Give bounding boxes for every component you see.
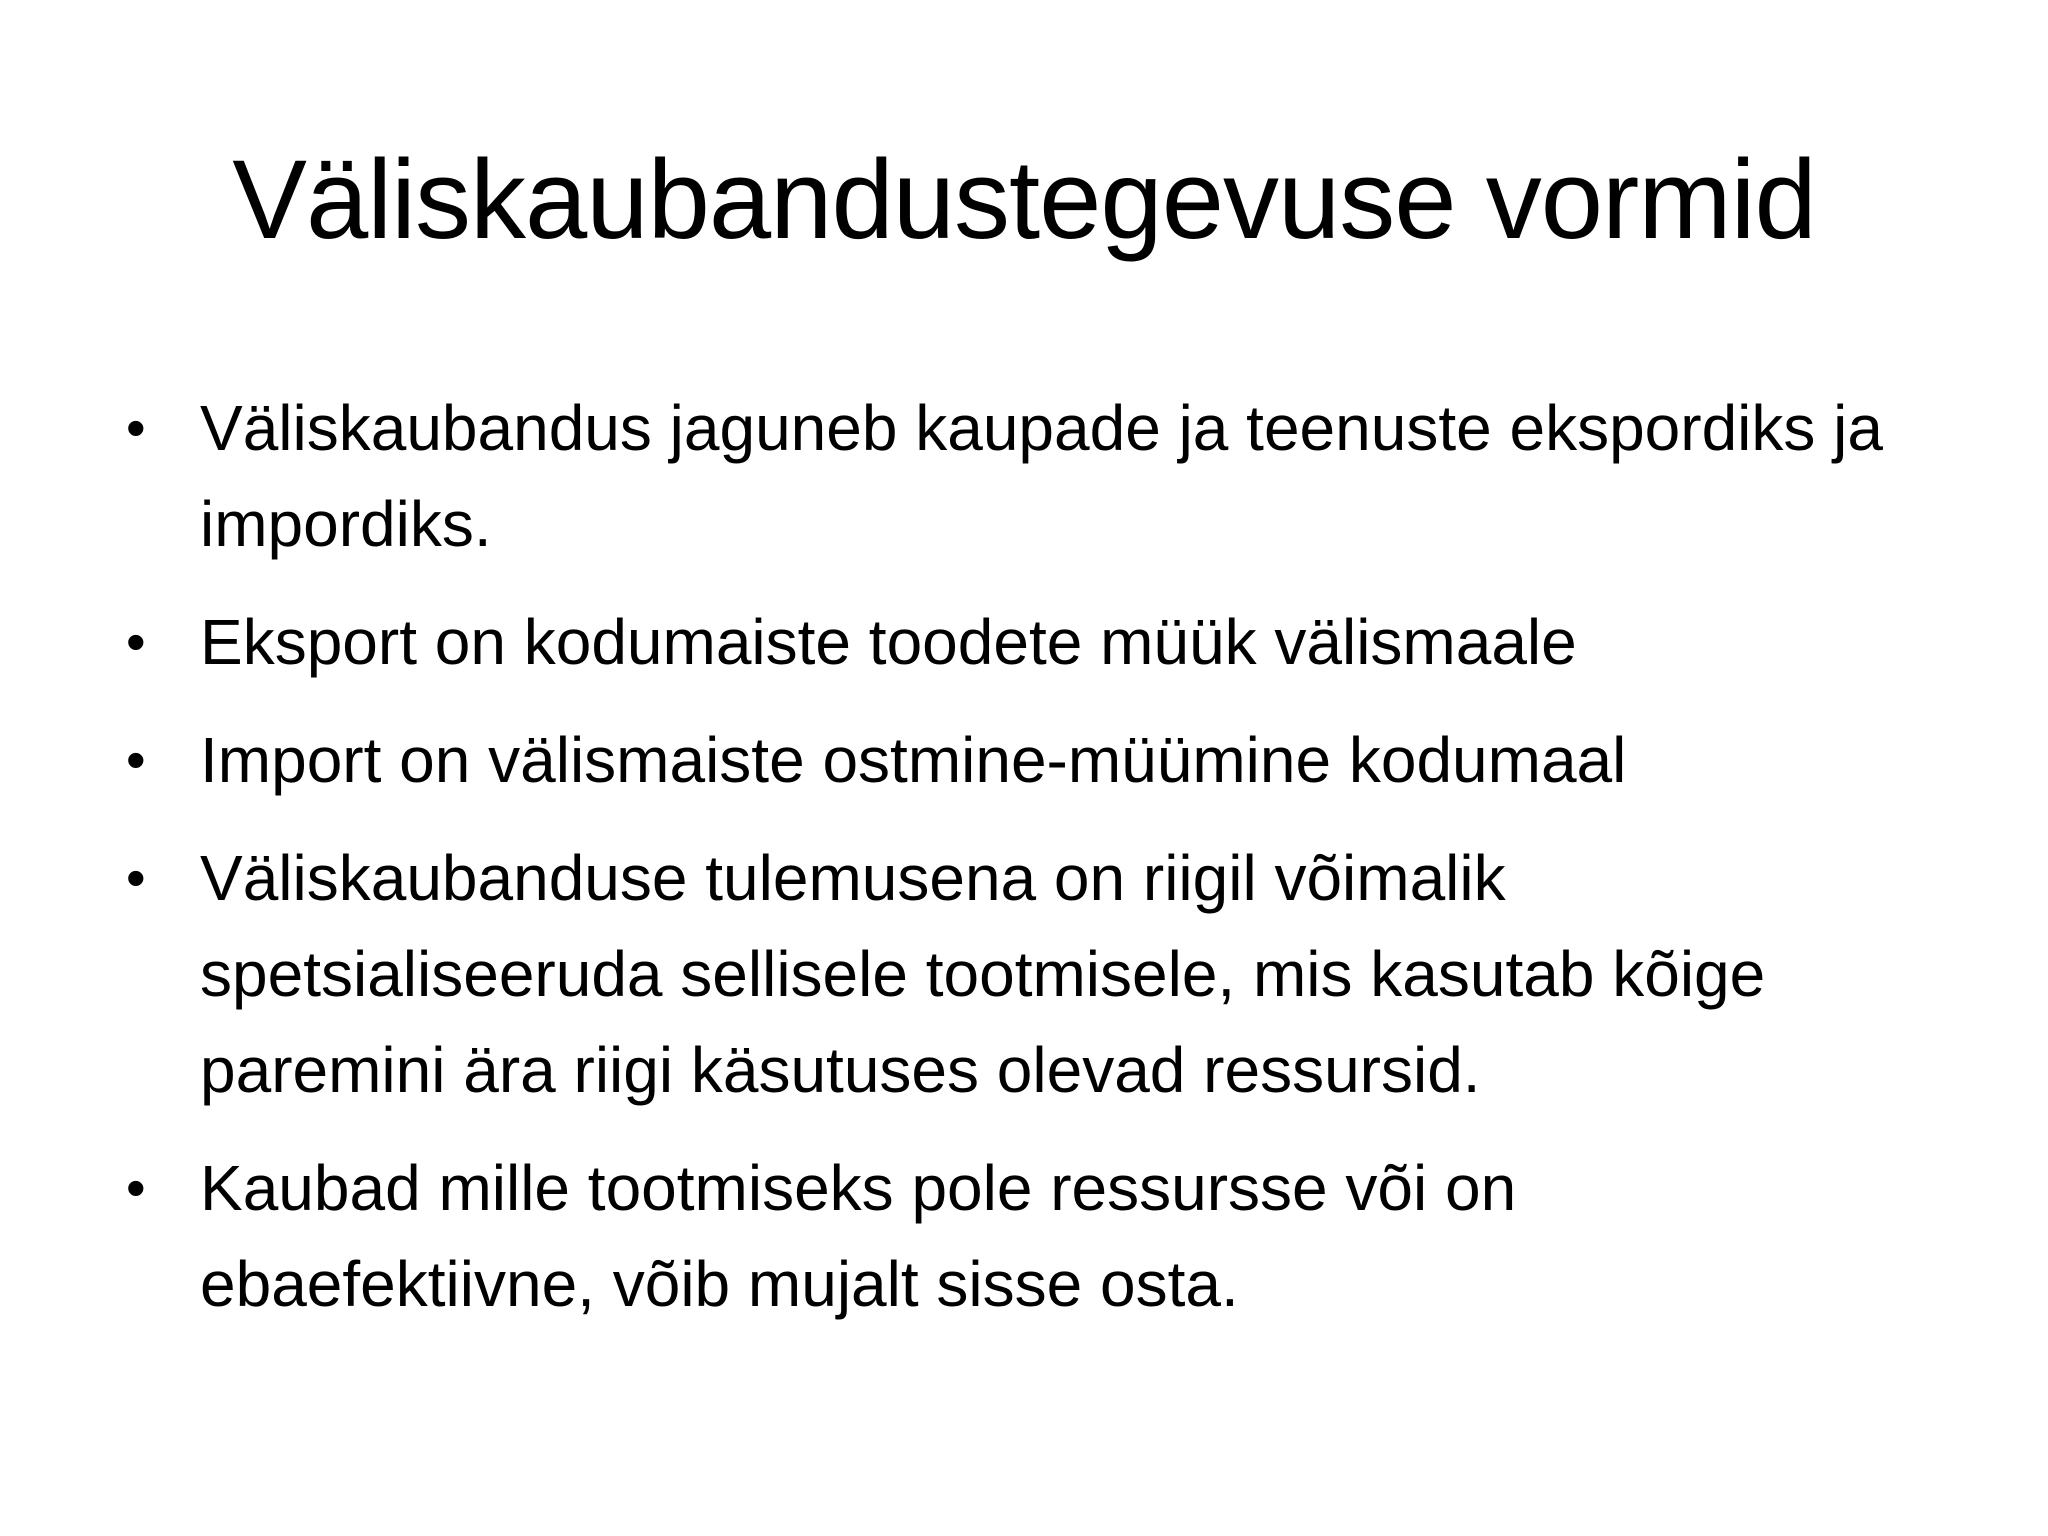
bullet-item xyxy=(120,712,1920,808)
bullet-text: Eksport on kodumaiste toodete müük välismaale xyxy=(200,606,1577,678)
bullet-item xyxy=(120,594,1920,690)
bullet-dot-icon: • xyxy=(126,846,146,909)
bullet-list xyxy=(120,380,1920,1354)
bullet-item xyxy=(120,380,1920,572)
bullet-item xyxy=(120,1140,1920,1332)
bullet-text: Kaubad mille tootmiseks pole ressursse või on ebaefektiivne, võib mujalt sisse osta. xyxy=(200,1152,1517,1320)
bullet-item xyxy=(120,830,1920,1118)
bullet-dot-icon: • xyxy=(126,396,146,459)
slide-title: Väliskaubandustegevuse vormid xyxy=(232,137,1816,262)
bullet-text: Import on välismaiste ostmine-müümine kodumaal xyxy=(200,724,1627,796)
bullet-dot-icon: • xyxy=(126,610,146,673)
bullet-text: Väliskaubandus jaguneb kaupade ja teenuste ekspordiks ja impordiks. xyxy=(200,392,1883,560)
bullet-dot-icon: • xyxy=(126,728,146,791)
bullet-text: Väliskaubanduse tulemusena on riigil võimalik spetsialiseeruda sellisele tootmisele, mis kasutab kõige paremini ära riigi käsutuses olevad ressursid. xyxy=(200,842,1766,1106)
bullet-dot-icon: • xyxy=(126,1156,146,1219)
